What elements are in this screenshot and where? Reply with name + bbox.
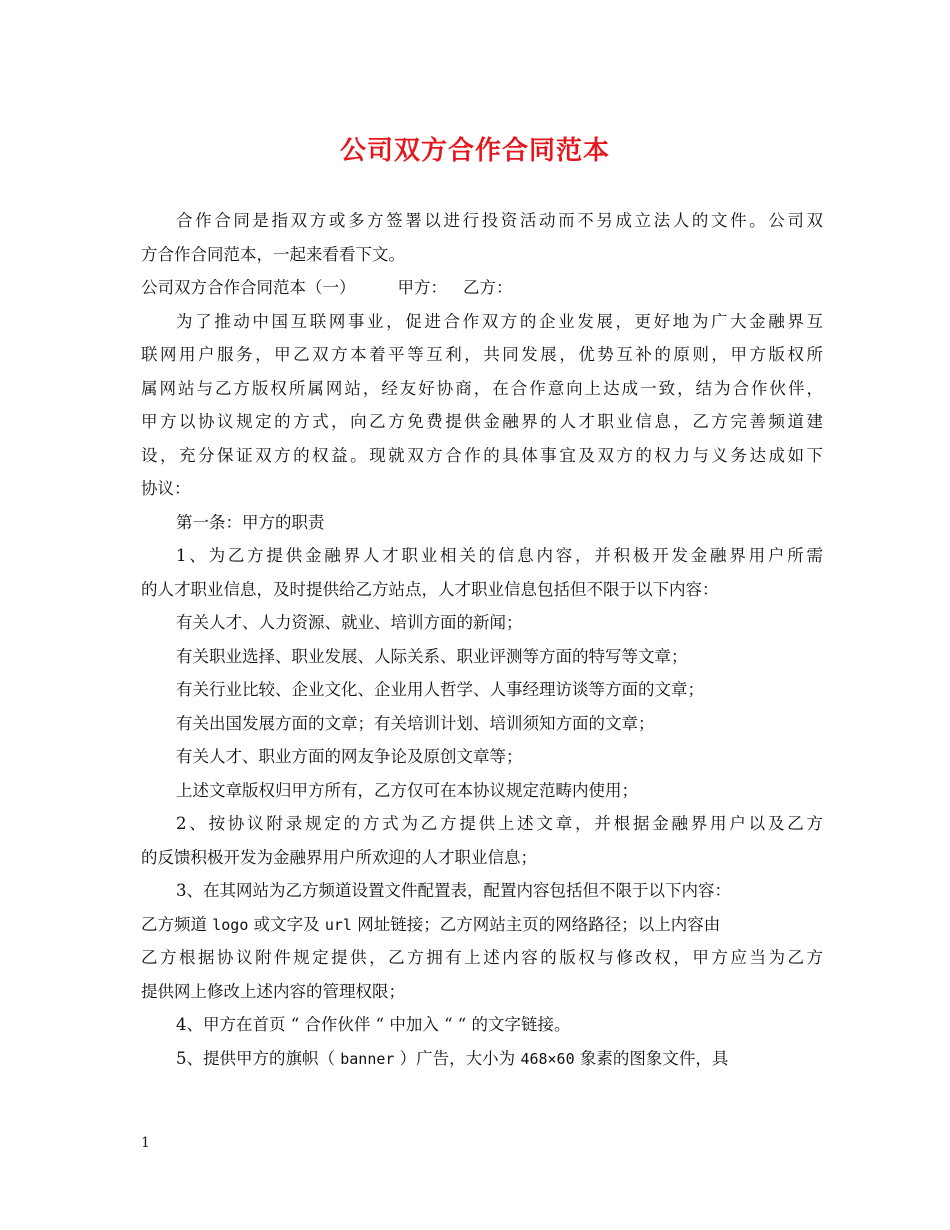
preamble-line-1: 为了推动中国互联网事业，促进合作双方的企业发展，更好地为广大金融界互 (176, 311, 823, 331)
channel-text-2: 或文字及 (248, 914, 325, 934)
intro-paragraph-line-2: 方合作合同范本，一起来看看下文。 (141, 244, 405, 264)
clause-5-line (141, 1042, 823, 1076)
preamble-line-6: 协议： (141, 479, 191, 498)
clause-4-line: 4、甲方在首页 “ 合作伙伴 “ 中加入 “ “ 的文字链接。 (176, 1015, 571, 1034)
content-item-news: 有关人才、人力资源、就业、培训方面的新闻； (176, 613, 523, 632)
banner-term: banner (340, 1049, 395, 1068)
clause-2-line-2: 的反馈积极开发为金融界用户所欢迎的人才职业信息； (141, 847, 537, 867)
preamble-line-3: 属网站与乙方版权所属网站，经友好协商，在合作意向上达成一致，结为合作伙伴， (141, 378, 823, 398)
content-item-features: 有关职业选择、职业发展、人际关系、职业评测等方面的特写等文章； (176, 646, 688, 666)
party-a-label: 甲方： (397, 278, 447, 297)
content-item-abroad: 有关出国发展方面的文章；有关培训计划、培训须知方面的文章； (176, 713, 655, 733)
clause-3-line-2 (141, 908, 823, 942)
intro-paragraph-line-1: 合作合同是指双方或多方签署以进行投资活动而不另成立法人的文件。公司双 (176, 211, 823, 230)
article-one-heading: 第一条：甲方的职责 (176, 512, 325, 532)
clause-3-line-4: 提供网上修改上述内容的管理权限； (141, 981, 405, 1001)
page-number: 1 (141, 1135, 150, 1151)
contract-heading-line (141, 271, 823, 305)
contract-heading-label: 公司双方合作合同范本（一） (141, 278, 356, 297)
document-body (141, 204, 823, 1075)
logo-term: logo (212, 915, 249, 934)
preamble-line-2: 联网用户服务，甲乙双方本着平等互利，共同发展，优势互补的原则，甲方版权所 (141, 345, 823, 364)
content-item-industry: 有关行业比较、企业文化、企业用人哲学、人事经理访谈等方面的文章； (176, 680, 704, 699)
party-b-label: 乙方： (463, 278, 513, 297)
banner-size: 468×60 (520, 1049, 575, 1068)
clause-3-line-3: 乙方根据协议附件规定提供，乙方拥有上述内容的版权与修改权，甲方应当为乙方 (141, 948, 823, 967)
document-title: 公司双方合作合同范本 (339, 136, 610, 166)
clause-3-line-1: 3、在其网站为乙方频道设置文件配置表，配置内容包括但不限于以下内容： (176, 881, 731, 900)
banner-text-1: 5、提供甲方的旗帜（ (176, 1048, 341, 1068)
preamble-line-4: 甲方以协议规定的方式，向乙方免费提供金融界的人才职业信息，乙方完善频道建 (141, 412, 823, 431)
content-item-discussion: 有关人才、职业方面的网友争论及原创文章等； (176, 747, 523, 766)
copyright-note: 上述文章版权归甲方所有，乙方仅可在本协议规定范畴内使用； (176, 780, 638, 800)
clause-1-line-2: 的人才职业信息，及时提供给乙方站点，人才职业信息包括但不限于以下内容： (141, 579, 719, 599)
clause-1-line-1: 1、为乙方提供金融界人才职业相关的信息内容，并积极开发金融界用户所需 (176, 546, 823, 565)
banner-text-3: 象素的图象文件，具 (574, 1048, 729, 1068)
channel-text-1: 乙方频道 (141, 914, 213, 934)
preamble-line-5: 设，充分保证双方的权益。现就双方合作的具体事宜及双方的权力与义务达成如下 (141, 445, 823, 465)
banner-text-2: ）广告，大小为 (394, 1048, 521, 1068)
clause-2-line-1: 2、按协议附录规定的方式为乙方提供上述文章，并根据金融界用户以及乙方 (176, 814, 823, 833)
url-term: url (324, 915, 352, 934)
channel-text-3: 网址链接；乙方网站主页的网络路径；以上内容由 (351, 914, 721, 934)
